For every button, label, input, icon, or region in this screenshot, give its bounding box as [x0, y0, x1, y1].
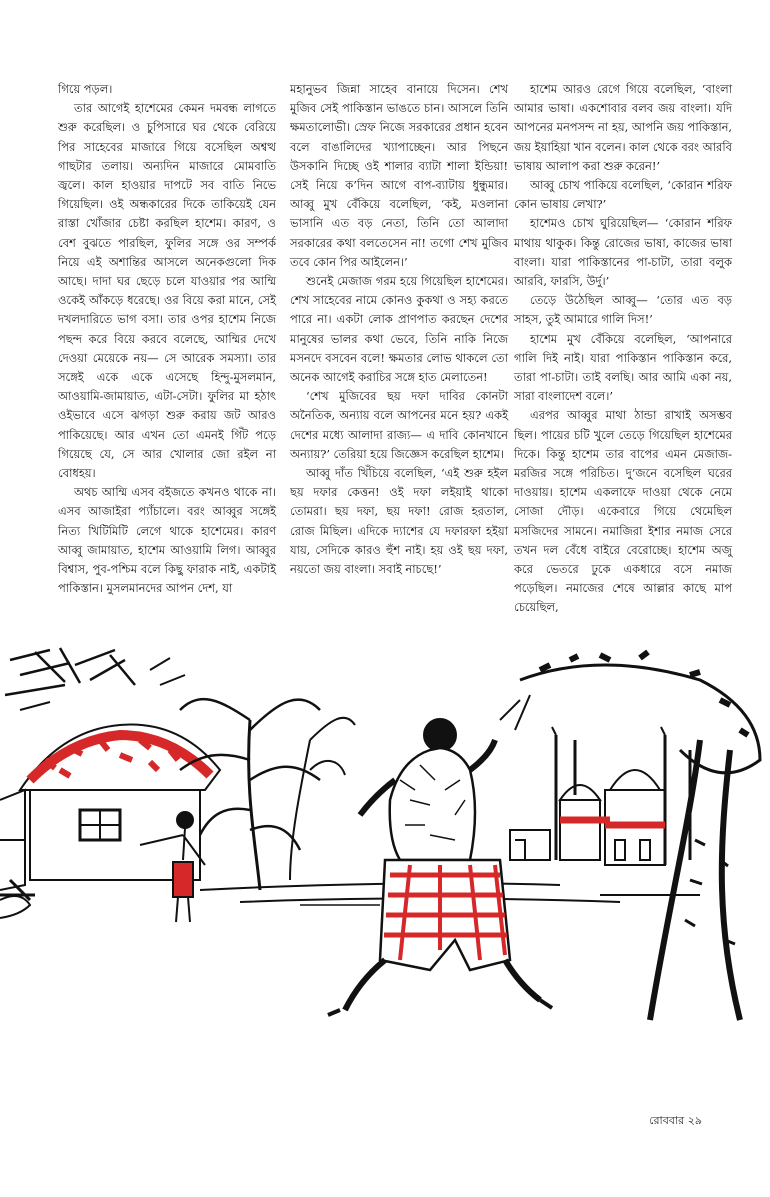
paragraph: তার আগেই হাশেমের কেমন দমবন্ধ লাগতে শুরু করেছিল। ও চুপিসারে ঘর থেকে বেরিয়ে পির সাহেবের মাজারে গিয়ে বসেছিল অশ্বত্থ গাছটার তলায়। অন্যদিন মাজারে মোমবাতি জ্বলে। কাল হাওয়ার দাপটে সব বাতি নিভে গিয়েছিল। ওই অন্ধকারের দিকে তাকিয়েই যেন রাস্তা খোঁজার চেষ্টা করছিল হাশেম। কারণ, ও বেশ বুঝতে পারছিল, ফুলির সঙ্গে ওর সম্পর্ক নিয়ে এই অশান্তির আসলে অনেকগুলো দিক আছে। দাদা ঘর ছেড়ে চলে যাওয়ার পর আম্মি ওকেই আঁকড়ে ধরেছে। ওর বিয়ে করা মানে, সেই দখলদারিতে ভাগ বসা। তার ওপর হাশেম নিজে পছন্দ করে বিয়ে করবে বলেছে, আম্মির দেখে দেওয়া মেয়েকে নয়— সে আরেক সমস্যা। তার সঙ্গেই একে একে এসেছে হিন্দু-মুসলমান, আওয়ামি-জামায়াত, এটা-সেটা। ফুলির মা হঠাৎ ওইভাবে এসে ঝগড়া শুরু করায় জট আরও পাকিয়েছে। আর এখন তো এমনই গিঁট পড়ে গিয়েছে যে, সে আর খোলার জো রইল না বোধহয়। — [58, 101, 276, 481]
text-column-1 — [58, 80, 276, 598]
boy-figure — [140, 812, 205, 922]
paragraph: হাশেম আরও রেগে গিয়ে বলেছিল, ‘বাংলা আমার ভাষা। একশোবার বলব জয় বাংলা। যদি আপনের মনপসন্দ না হয়, আপনি জয় পাকিস্তান, জয় ইয়াহিয়া খান বলেন। কাল থেকে বরং আরবি ভাষায় আলাপ করা শুরু করেন!’ — [514, 82, 732, 173]
paragraph: গিয়ে পড়ল। — [58, 82, 113, 96]
running-man-figure — [328, 719, 552, 1015]
mosque — [510, 727, 690, 865]
paragraph: হাশেমও চোখ ঘুরিয়েছিল— ‘কোরান শরিফ মাথায় থাকুক। কিন্তু রোজের ভাষা, কাজের ভাষা বাংলা। যারা পাকিস্তানের পা-চাটা, তারা বলুক আরবি, ফারসি, উর্দু।’ — [514, 216, 732, 289]
paragraph: আব্বু চোখ পাকিয়ে বলেছিল, ‘কোরান শরিফ কোন ভাষায় লেখা?’ — [514, 178, 732, 212]
page-folio: রোববার ২৯ — [649, 1114, 702, 1127]
text-column-3 — [514, 80, 732, 618]
paragraph: শুনেই মেজাজ গরম হয়ে গিয়েছিল হাশেমের। শেখ সাহেবের নামে কোনও কুকথা ও সহ্য করতে পারে না। একটা লোক প্রাণপাত করছেন দেশের মানুষের ভালর কথা ভেবে, তিনি নাকি নিজে মসনদে বসবেন বলে! ক্ষমতার লোভ থাকলে তো অনেক আগেই করাচির সঙ্গে হাত মেলাতেন! — [290, 274, 508, 385]
paragraph: এরপর আব্বুর মাথা ঠান্ডা রাখাই অসম্ভব ছিল। পায়ের চটি খুলে তেড়ে গিয়েছিল হাশেমের দিকে। কিন্তু হাশেম তার বাপের এমন মেজাজ-মরজির সঙ্গে পরিচিত। দু’জনে বসেছিল ঘরের দাওয়ায়। হাশেম একলাফে দাওয়া থেকে নেমে সোজা দৌড়। একেবারে গিয়ে থেমেছিল মসজিদের সামনে। নমাজিরা ইশার নমাজ সেরে তখন দল বেঁধে বাইরে বেরোচ্ছে। হাশেম অজু করে ভেতরে ঢুকে একধারে বসে নমাজ পড়েছিল। নমাজের শেষে আল্লার কাছে মাপ চেয়েছিল, — [514, 408, 732, 615]
paragraph: হাশেম মুখ বেঁকিয়ে বলেছিল, ‘আপনারে গালি দিই নাই। যারা পাকিস্তান পাকিস্তান করে, তারা পা-চাটা। তাই বলছি। আর আমি একা নয়, সারা বাংলাদেশ বলে।’ — [514, 331, 732, 404]
foreground-object — [0, 896, 30, 918]
text-column-2 — [290, 80, 508, 579]
paragraph: তেড়ে উঠেছিল আব্বু— ‘তোর এত বড় সাহস, তুই আমারে গালি দিস!’ — [514, 293, 732, 327]
sky-hatching — [5, 648, 185, 710]
story-illustration — [0, 640, 770, 1070]
paragraph: ‘শেখ মুজিবের ছয় দফা দাবির কোনটা অনৈতিক, অন্যায় বলে আপনের মনে হয়? একই দেশের মধ্যে আলাদা রাজ্য— এ দাবি কোনখানে অন্যায়?’ তেরিয়া হয়ে জিজ্ঞেস করেছিল হাশেম। — [290, 389, 508, 461]
paragraph: আব্বু দাঁত খিঁচিয়ে বলেছিল, ‘এই শুরু হইল ছয় দফার কেত্তন! ওই দফা লইয়াই থাকো তোমরা। ছয় দফা, ছয় দফা! রোজ হরতাল, রোজ মিছিল। এদিকে দ্যাশের যে দফারফা হইয়া যায়, সেদিকে কারও হুঁশ নাই। হয় ওই ছয় দফা, নয়তো জয় বাংলা। সবাই নাচছে!’ — [290, 466, 508, 577]
banana-plants — [180, 699, 355, 890]
paragraph: অথচ আম্মি এসব বইজতে কখনও থাকে না। এসব আজাইরা প্যাঁচালে। বরং আব্বুর সঙ্গেই নিত্য খিটিমিটি লেগে থাকে হাশেমের। কারণ আব্বু জামায়াত, হাশেম আওয়ামি লিগ। আব্বুর বিশ্বাস, পুব-পশ্চিম বলে কিছু ফারাক নাই, একটাই পাকিস্তান। মুসলমানদের আপন দেশ, যা — [58, 485, 276, 596]
paragraph: মহানুভব জিন্না সাহেব বানায়ে দিসেন। শেখ মুজিব সেই পাকিস্তান ভাঙতে চান। আসলে তিনি ক্ষমতালোভী। স্রেফ নিজে সরকারের প্রধান হবেন বলে বাঙালিদের খ্যাপাচ্ছেন। আর পিছনে উসকানি দিচ্ছে ওই শালার ব্যাটা শালা ইন্ডিয়া! সেই নিয়ে ক’দিন আগে বাপ-ব্যাটায় ধুন্ধুমার। আব্বু মুখ বেঁকিয়ে বলেছিল, ‘কই, মওলানা ভাসানি এত বড় নেতা, তিনি তো আলাদা সরকারের কথা বলতেসেন না! তগো শেখ মুজিব তবে কোন পির আইলেন।’ — [290, 82, 508, 269]
